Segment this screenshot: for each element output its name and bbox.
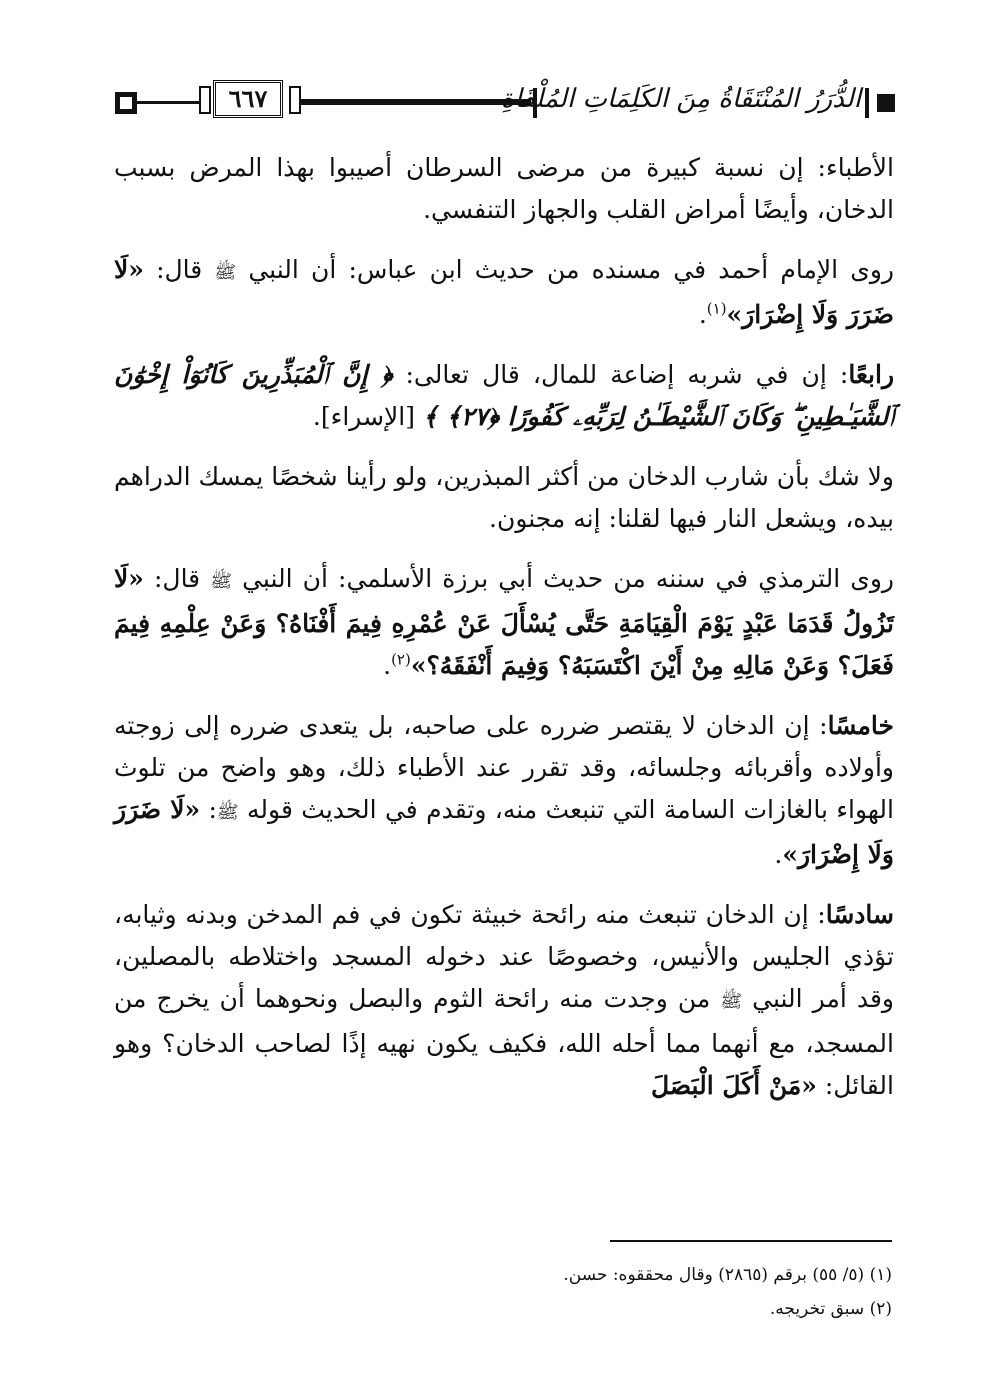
section-heading: سادسًا <box>825 900 894 929</box>
paragraph <box>114 894 894 1107</box>
paragraph <box>114 705 894 876</box>
hadith-quote: «لَا ضَرَرَ وَلَا إِضْرَارَ» <box>114 255 894 329</box>
header-rule-left <box>137 101 199 104</box>
paragraph <box>114 147 894 231</box>
header-rule-middle <box>301 99 531 105</box>
header-ornament-square-right <box>877 94 895 112</box>
paragraph-text: الأطباء: إن نسبة كبيرة من مرضى السرطان أصيبوا بهذا المرض بسبب الدخان، وأيضًا أمراض القلب والجهاز التنفسي. <box>114 153 894 224</box>
book-title: الدُّرَرُ المُنْتَقَاةُ مِنَ الكَلِمَاتِ المُلْقَاةِ <box>500 84 861 114</box>
paragraph-text: روى الإمام أحمد في مسنده من حديث ابن عباس: أن النبي <box>236 255 894 284</box>
paragraph-text: : إن الدخان تنبعث منه رائحة خبيثة تكون في فم المدخن وبدنه وثيابه، تؤذي الجليس والأنيس، وخصوصًا عند دخوله المسجد واختلاطه بالمصلين، وقد أمر النبي <box>114 900 894 1013</box>
header-ornament-square <box>115 92 137 114</box>
section-heading: رابعًا <box>848 360 895 389</box>
paragraph-text: من وجدت منه رائحة الثوم والبصل ونحوهما أن يخرج من المسجد، مع أنهما مما أحله الله، فكيف يكون نهيه إذًا لصاحب الدخان؟ وهو القائل: <box>114 984 894 1100</box>
salutation-glyph: ﷺ <box>210 571 232 592</box>
footnote-separator <box>610 1240 892 1242</box>
hadith-quote: «لَا ضَرَرَ وَلَا إِضْرَارَ» <box>114 795 894 869</box>
hadith-quote: «مَنْ أَكَلَ الْبَصَلَ <box>650 1071 817 1100</box>
paragraph-text: : إن الدخان لا يقتصر ضرره على صاحبه، بل يتعدى ضرره إلى زوجته وأولاده وأقربائه وجلسائه، وقد تقرر عند الأطباء ذلك، وهو واضح من تلوث الهواء بالغازات السامة التي تنبعث منه، وتقدم في الحديث قوله <box>114 711 894 824</box>
quran-verse: ﴿ إِنَّ ٱلْمُبَذِّرِينَ كَانُوٓاْ إِخْوَٰنَ ٱلشَّيَـٰطِينِ ۖ وَكَانَ ٱلشَّيْطَـٰنُ لِرَبِّهِۦ كَفُورًا ﴿٢٧﴾ ﴾ <box>114 360 894 431</box>
paragraph <box>114 249 894 336</box>
running-header <box>115 80 895 126</box>
footnote-item: (١) (٥/ ٥٥) برقم (٢٨٦٥) وقال محققوه: حسن. <box>563 1265 892 1285</box>
paragraph <box>114 456 894 540</box>
paragraph-text: قال: <box>143 564 211 593</box>
hadith-quote: «لَا تَزُولُ قَدَمَا عَبْدٍ يَوْمَ الْقِيَامَةِ حَتَّى يُسْأَلَ عَنْ عُمْرِهِ فِيمَ أَفْنَاهُ؟ وَعَنْ عِلْمِهِ فِيمَ فَعَلَ؟ وَعَنْ مَالِهِ مِنْ أَيْنَ اكْتَسَبَهُ؟ وَفِيمَ أَنْفَقَهُ؟» <box>114 564 894 680</box>
paragraph-text: ولا شك بأن شارب الدخان من أكثر المبذرين، ولو رأينا شخصًا يمسك الدراهم بيده، ويشعل النار فيها لقلنا: إنه مجنون. <box>114 462 894 533</box>
paragraph-text: قال: <box>143 255 215 284</box>
paragraph-text: . <box>774 840 783 869</box>
salutation-glyph: ﷺ <box>214 262 237 283</box>
footnote-ref[interactable]: (١) <box>706 299 727 318</box>
paragraph <box>114 558 894 687</box>
paragraph-text: . <box>383 651 392 680</box>
page-body <box>114 147 894 1125</box>
page-number: ٦٦٧ <box>228 84 268 113</box>
header-ornament-left <box>199 86 211 114</box>
salutation-glyph: ﷺ <box>216 802 239 823</box>
footnotes <box>114 1258 892 1326</box>
paragraph-text: روى الترمذي في سننه من حديث أبي برزة الأسلمي: أن النبي <box>231 564 894 593</box>
paragraph-text: : إن في شربه إضاعة للمال، قال تعالى: <box>392 360 849 389</box>
page-number-box <box>199 80 301 122</box>
paragraph-text: : <box>200 795 217 824</box>
footnote-ref[interactable]: (٢) <box>391 650 411 669</box>
section-heading: خامسًا <box>827 711 894 740</box>
header-tick-right <box>865 88 869 118</box>
header-ornament-right <box>289 86 301 114</box>
paragraph-text: . <box>698 300 707 329</box>
paragraph <box>114 354 894 438</box>
footnote-item: (٢) سبق تخريجه. <box>769 1299 892 1319</box>
salutation-glyph: ﷺ <box>720 991 743 1012</box>
verse-source: [الإسراء]. <box>312 402 423 431</box>
